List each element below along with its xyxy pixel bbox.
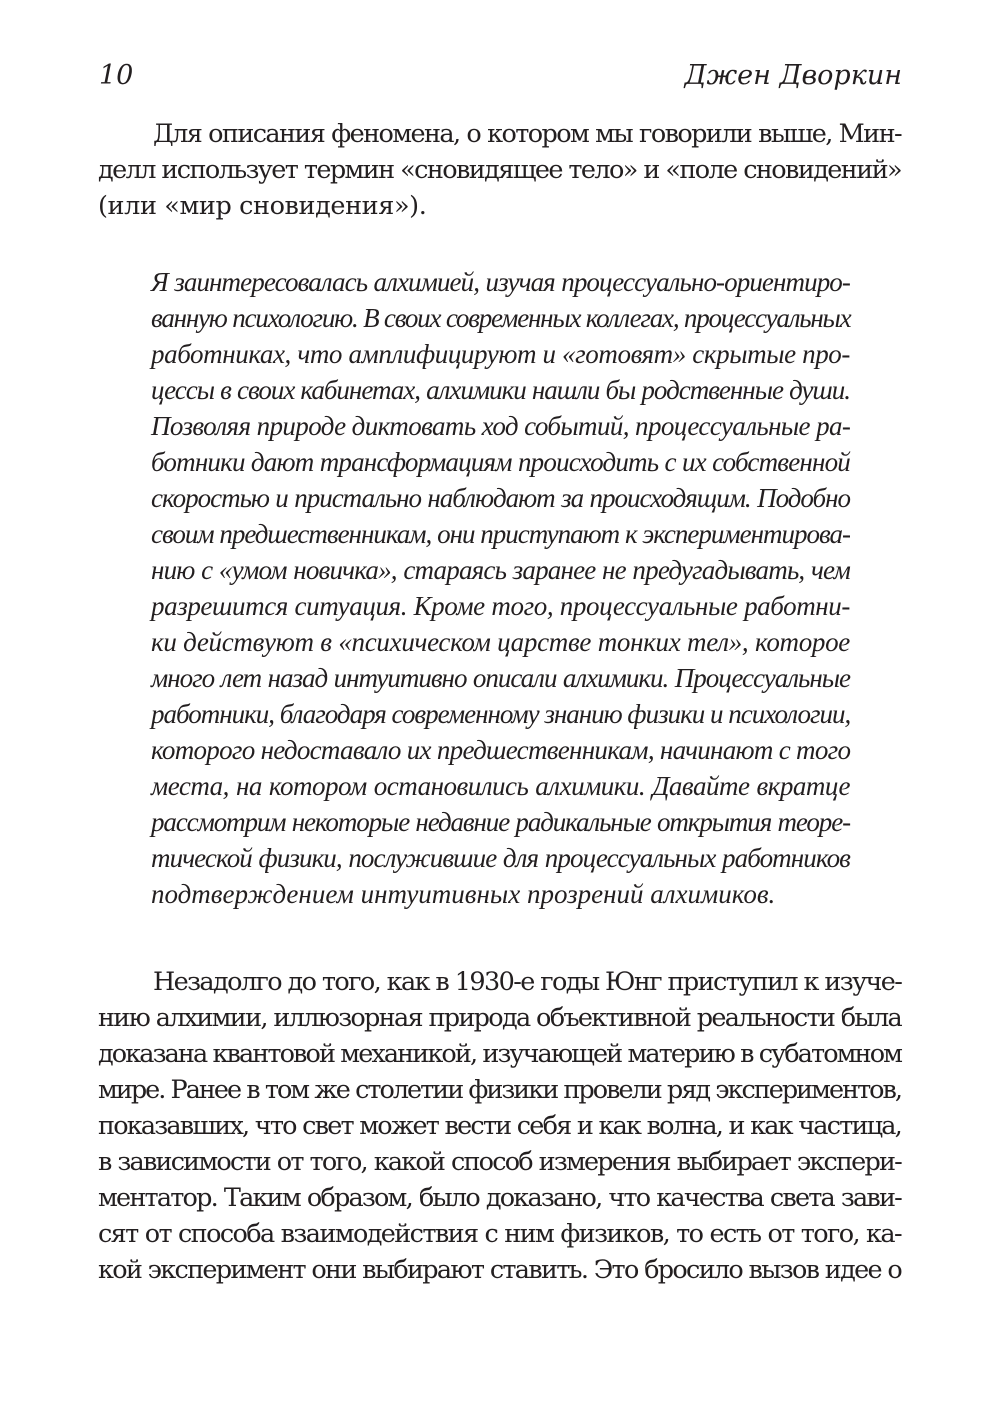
paragraph-line: доказана квантовой механикой, изучающей материю в субатомном xyxy=(98,1039,902,1069)
paragraph-2 xyxy=(98,964,901,1288)
paragraph-line: делл использует термин «сновидящее тело» и «поле сновидений» xyxy=(98,155,901,185)
quote-line: рассмотрим некоторые недавние радикальные открытия теоре- xyxy=(151,807,850,837)
paragraph-1 xyxy=(98,116,901,224)
paragraph-line: ментатор. Таким образом, было доказано, что качества света зави- xyxy=(98,1183,901,1213)
quote-line: много лет назад интуитивно описали алхимики. Процессуальные xyxy=(151,663,850,693)
paragraph-line: сят от способа взаимодействия с ним физиков, то есть от того, ка- xyxy=(98,1219,901,1249)
paragraph-line: показавших, что свет может вести себя и как волна, и как частица, xyxy=(98,1111,901,1141)
quote-line: Позволяя природе диктовать ход событий, процессуальные ра- xyxy=(151,411,851,441)
paragraph-line: мире. Ранее в том же столетии физики провели ряд экспериментов, xyxy=(98,1075,901,1105)
quote-line: работники, благодаря современному знанию физики и психологии, xyxy=(151,699,851,729)
quote-line: ки действуют в «психическом царстве тонких тел», которое xyxy=(151,627,850,657)
quote-line: разрешится ситуация. Кроме того, процессуальные работни- xyxy=(151,591,850,621)
paragraph-line: Для описания феномена, о котором мы говорили выше, Мин- xyxy=(153,119,901,149)
quote-line: подтверждением интуитивных прозрений алхимиков. xyxy=(151,879,776,909)
paragraph-line: (или «мир сновидения»). xyxy=(98,191,427,221)
quote-line: Я заинтересовалась алхимией, изучая процессуально-ориентиро- xyxy=(151,267,850,297)
quote-line: работниках, что амплифицируют и «готовят» скрытые про- xyxy=(151,339,850,369)
quote-line: ботники дают трансформациям происходить с их собственной xyxy=(151,447,850,477)
page-number: 10 xyxy=(99,60,134,91)
quote-line: скоростью и пристально наблюдают за происходящим. Подобно xyxy=(151,483,850,513)
quote-line: места, на котором остановились алхимики. Давайте вкратце xyxy=(151,771,850,801)
paragraph-line: кой эксперимент они выбирают ставить. Это бросило вызов идее о xyxy=(98,1255,901,1285)
paragraph-line: в зависимости от того, какой способ измерения выбирает экспери- xyxy=(98,1147,901,1177)
paragraph-line: нию алхимии, иллюзорная природа объективной реальности была xyxy=(98,1003,901,1033)
quote-line: которого недоставало их предшественникам, начинают с того xyxy=(151,735,851,765)
block-quote xyxy=(151,264,850,912)
quote-line: нию с «умом новичка», стараясь заранее не предугадывать, чем xyxy=(151,555,850,585)
quote-line: ванную психологию. В своих современных коллегах, процессуальных xyxy=(151,303,851,333)
paragraph-line: Незадолго до того, как в 1930-е годы Юнг приступил к изуче- xyxy=(153,967,902,997)
quote-line: цессы в своих кабинетах, алхимики нашли бы родственные души. xyxy=(151,375,850,405)
quote-line: тической физики, послужившие для процессуальных работников xyxy=(151,843,850,873)
running-head-author: Джен Дворкин xyxy=(684,60,902,91)
quote-line: своим предшественникам, они приступают к экспериментирова- xyxy=(151,519,850,549)
